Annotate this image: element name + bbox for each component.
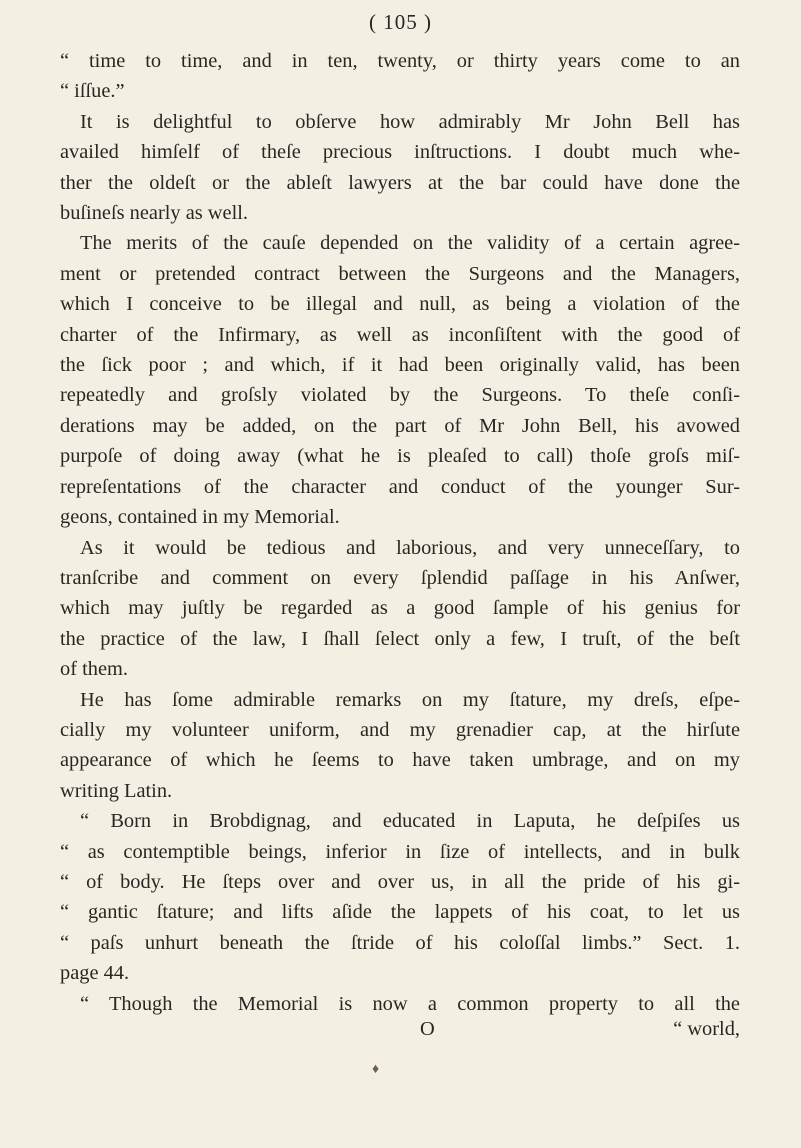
text-line: derations may be added, on the part of Mr John Bell, his avowed bbox=[60, 414, 740, 437]
text-line: “ gantic ſtature; and lifts aſide the lappets of his coat, to let us bbox=[60, 901, 740, 924]
text-line: “ paſs unhurt beneath the ſtride of his coloſſal limbs.” Sect. 1. bbox=[60, 931, 740, 954]
signature-mark: O bbox=[420, 1018, 435, 1040]
text-line: ther the oldeſt or the ableſt lawyers at the bar could have done the bbox=[60, 171, 740, 194]
text-line: It is delightful to obſerve how admirably Mr John Bell has bbox=[80, 110, 740, 133]
text-line: appearance of which he ſeems to have taken umbrage, and on my bbox=[60, 749, 740, 772]
text-line: “ iſſue.” bbox=[60, 80, 125, 103]
text-line: repeatedly and groſsly violated by the Surgeons. To theſe conſi- bbox=[60, 384, 740, 407]
text-line: As it would be tedious and laborious, and very unneceſſary, to bbox=[80, 536, 740, 559]
text-line: page 44. bbox=[60, 962, 130, 985]
text-line: writing Latin. bbox=[60, 779, 173, 802]
text-line: “ time to time, and in ten, twenty, or thirty years come to an bbox=[60, 50, 740, 72]
text-line: charter of the Infirmary, as well as inconſiſtent with the good of bbox=[60, 323, 740, 346]
text-line: “ of body. He ſteps over and over us, in all the pride of his gi- bbox=[60, 870, 740, 893]
text-line: which I conceive to be illegal and null, as being a violation of the bbox=[60, 293, 740, 316]
catchword: “ world, bbox=[673, 1018, 740, 1040]
text-line: purpoſe of doing away (what he is pleaſed to call) thoſe groſs miſ- bbox=[60, 445, 740, 468]
text-line: “ Though the Memorial is now a common property to all the bbox=[80, 992, 740, 1015]
text-line: repreſentations of the character and conduct of the younger Sur- bbox=[60, 475, 740, 498]
text-line: “ as contemptible beings, inferior in ſize of intellects, and in bulk bbox=[60, 840, 740, 863]
text-line: availed himſelf of theſe precious inſtructions. I doubt much whe- bbox=[60, 141, 740, 164]
text-line: of them. bbox=[60, 658, 128, 681]
text-line: The merits of the cauſe depended on the validity of a certain agree- bbox=[80, 232, 740, 255]
page-number: ( 105 ) bbox=[369, 10, 432, 34]
text-line: ment or pretended contract between the Surgeons and the Managers, bbox=[60, 262, 740, 285]
text-line: He has ſome admirable remarks on my ſtature, my dreſs, eſpe- bbox=[80, 688, 740, 711]
text-line: “ Born in Brobdignag, and educated in Laputa, he deſpiſes us bbox=[80, 810, 740, 833]
body-text bbox=[60, 46, 740, 1019]
text-line: tranſcribe and comment on every ſplendid paſſage in his Anſwer, bbox=[60, 566, 740, 589]
text-line: geons, contained in my Memorial. bbox=[60, 506, 340, 529]
text-line: the practice of the law, I ſhall ſelect only a few, I truſt, of the beſt bbox=[60, 627, 740, 650]
text-line: cially my volunteer uniform, and my grenadier cap, at the hirſute bbox=[60, 718, 740, 741]
text-line: buſineſs nearly as well. bbox=[60, 202, 248, 225]
text-line: the ſick poor ; and which, if it had been originally valid, has been bbox=[60, 354, 740, 377]
text-line: which may juſtly be regarded as a good ſample of his genius for bbox=[60, 597, 740, 620]
stray-mark: ♦ bbox=[372, 1062, 380, 1077]
